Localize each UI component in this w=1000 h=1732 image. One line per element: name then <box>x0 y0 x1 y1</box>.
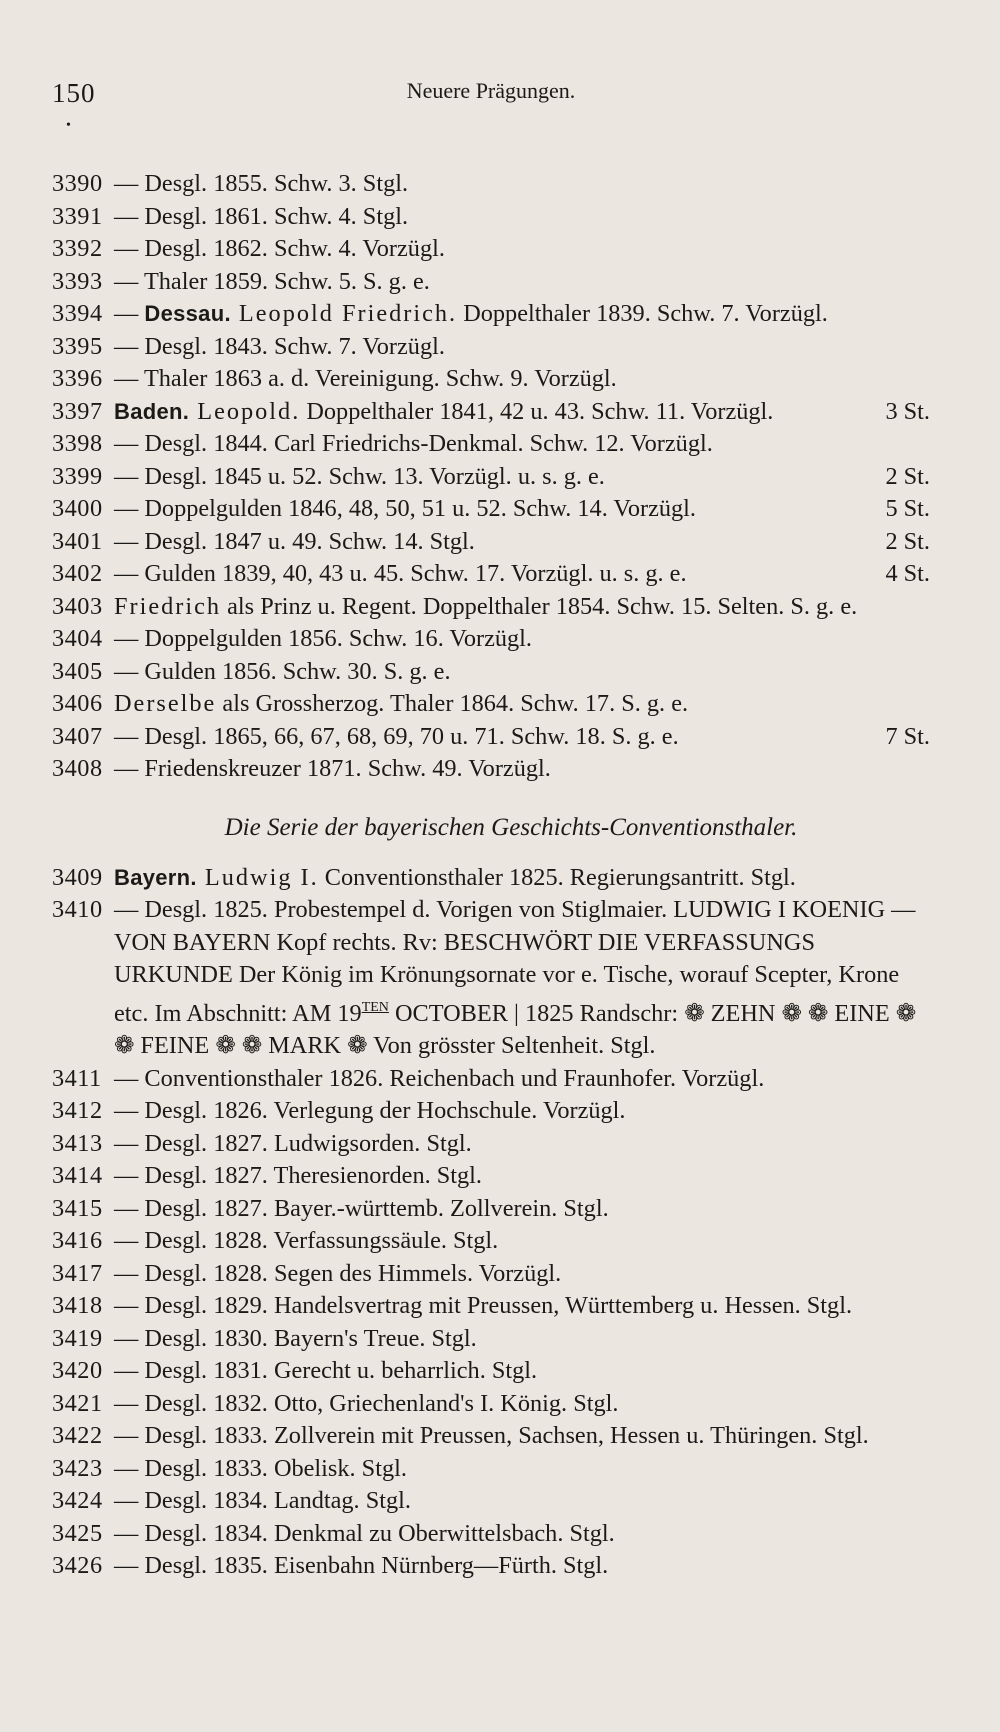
entry-text <box>114 1128 930 1161</box>
description-cont: OCTOBER | 1825 Randschr: ❁ ZEHN ❁ ❁ EINE ❁ ❁ FEINE ❁ ❁ MARK ❁ Von grösster Seltenheit. Stgl. <box>114 999 917 1059</box>
list-item <box>52 1160 930 1193</box>
ditto-dash: — <box>114 1487 145 1514</box>
list-item <box>52 1290 930 1323</box>
entry-body <box>114 1063 930 1096</box>
piece-count: 4 St. <box>885 560 930 587</box>
lot-number: 3398 <box>52 430 103 457</box>
description: Desgl. 1825. Probestempel d. Vorigen von Stiglmaier. LUDWIG I KOENIG — VON BAYERN Kopf rechts. Rv: BESCHWÖRT DIE VERFASSUNGS URKUNDE Der König im Krönungsornate vor e. Tische, worauf Scepter, Krone etc. Im Abschnitt: AM 19 <box>114 896 916 1027</box>
entry-text <box>114 558 873 591</box>
piece-count: 2 St. <box>885 527 930 555</box>
description: Desgl. 1834. Landtag. Stgl. <box>144 1487 411 1514</box>
list-item <box>52 688 930 721</box>
place-name: Dessau. <box>144 301 231 326</box>
entry-body <box>114 461 930 494</box>
ditto-dash: — <box>114 560 145 587</box>
entry-body <box>114 1355 930 1388</box>
list-item <box>52 396 930 429</box>
lot-number: 3418 <box>52 1292 103 1319</box>
entry-body <box>114 201 930 234</box>
ditto-dash: — <box>114 1162 145 1189</box>
entry-body <box>114 1453 930 1486</box>
entry-body <box>114 233 930 266</box>
lot-number: 3417 <box>52 1259 103 1287</box>
lot-number: 3394 <box>52 300 103 327</box>
lot-number: 3407 <box>52 722 103 750</box>
ditto-dash: — <box>114 755 145 782</box>
entry-list <box>52 862 930 1583</box>
list-item <box>52 558 930 591</box>
entry-text <box>114 1225 930 1258</box>
list-item <box>52 233 930 266</box>
list-item <box>52 1095 930 1128</box>
piece-count: 5 St. <box>885 495 930 522</box>
description: Desgl. 1833. Obelisk. Stgl. <box>144 1454 407 1482</box>
description: Desgl. 1832. Otto, Griechenland's I. König. Stgl. <box>144 1389 619 1417</box>
entry-text <box>114 1193 930 1226</box>
ditto-dash: — <box>114 332 145 360</box>
lot-number: 3392 <box>52 235 103 262</box>
description: Gulden 1856. Schw. 30. S. g. e. <box>144 657 451 685</box>
lot-number: 3404 <box>52 625 103 652</box>
ditto-dash: — <box>114 1357 145 1384</box>
entry-text <box>114 591 930 624</box>
lot-number: 3403 <box>52 592 103 620</box>
lot-number: 3397 <box>52 397 103 425</box>
entry-body <box>114 1550 930 1583</box>
lot-number: 3391 <box>52 202 103 230</box>
lot-number: 3402 <box>52 560 103 587</box>
ruler-name: Leopold. <box>189 397 301 425</box>
ditto-dash: — <box>114 430 145 457</box>
page-header <box>52 78 930 133</box>
lot-number: 3401 <box>52 527 103 555</box>
ditto-dash: — <box>114 495 145 522</box>
entry-body <box>114 1420 930 1453</box>
entry-body <box>114 1323 930 1356</box>
list-item <box>52 1453 930 1486</box>
piece-count: 2 St. <box>885 462 930 490</box>
description: Desgl. 1826. Verlegung der Hochschule. Vorzügl. <box>144 1097 626 1124</box>
ditto-dash: — <box>114 267 144 295</box>
ditto-dash: — <box>114 1454 145 1482</box>
entry-text <box>114 623 930 656</box>
entry-text <box>114 1290 930 1323</box>
entry-text <box>114 493 873 526</box>
list-item <box>52 201 930 234</box>
entry-body <box>114 558 930 591</box>
list-item <box>52 753 930 786</box>
lot-number: 3425 <box>52 1519 103 1547</box>
ruler-name: Leopold Friedrich. <box>230 300 458 327</box>
description: Desgl. 1831. Gerecht u. beharrlich. Stgl. <box>144 1357 538 1384</box>
ditto-dash: — <box>114 625 145 652</box>
entry-body <box>114 1485 930 1518</box>
ditto-dash: — <box>114 1519 145 1547</box>
lot-number: 3408 <box>52 755 103 782</box>
entry-body <box>114 298 930 331</box>
ditto-dash: — <box>114 1324 145 1352</box>
list-item <box>52 1193 930 1226</box>
ditto-dash: — <box>114 1292 145 1319</box>
entry-text <box>114 526 873 559</box>
place-name: Baden. <box>114 398 190 424</box>
ditto-dash: — <box>114 657 145 685</box>
page-number: 150 <box>52 78 96 108</box>
description: Desgl. 1843. Schw. 7. Vorzügl. <box>144 332 445 360</box>
ditto-dash: — <box>114 1194 145 1222</box>
list-item <box>52 1258 930 1291</box>
description: Desgl. 1855. Schw. 3. Stgl. <box>144 170 409 197</box>
list-item <box>52 591 930 624</box>
entry-body <box>114 623 930 656</box>
entry-body <box>114 1225 930 1258</box>
ruler-name: Derselbe <box>114 690 217 717</box>
entry-text <box>114 1420 930 1453</box>
entry-text <box>114 1323 930 1356</box>
ditto-dash: — <box>114 1389 145 1417</box>
description: Desgl. 1862. Schw. 4. Vorzügl. <box>144 235 445 262</box>
description: Thaler 1859. Schw. 5. S. g. e. <box>143 267 430 295</box>
entry-text <box>114 894 930 1063</box>
description: Desgl. 1847 u. 49. Schw. 14. Stgl. <box>144 527 475 555</box>
ditto-dash: — <box>114 170 145 197</box>
description: als Grossherzog. Thaler 1864. Schw. 17. S. g. e. <box>216 690 689 717</box>
lot-number: 3396 <box>52 365 103 392</box>
description: Gulden 1839, 40, 43 u. 45. Schw. 17. Vorzügl. u. s. g. e. <box>144 560 687 587</box>
entry-body <box>114 526 930 559</box>
description: Desgl. 1835. Eisenbahn Nürnberg—Fürth. Stgl. <box>144 1552 609 1579</box>
description: Desgl. 1828. Verfassungssäule. Stgl. <box>144 1227 499 1254</box>
entry-text <box>114 1095 930 1128</box>
description: Doppelthaler 1839. Schw. 7. Vorzügl. <box>457 300 828 327</box>
entry-text <box>114 1453 930 1486</box>
list-item <box>52 862 930 895</box>
entry-body <box>114 331 930 364</box>
place-name: Bayern. <box>114 864 197 890</box>
description: Desgl. 1828. Segen des Himmels. Vorzügl. <box>144 1259 562 1287</box>
list-item <box>52 363 930 396</box>
lot-number: 3410 <box>52 896 103 923</box>
lot-number: 3414 <box>52 1162 103 1189</box>
entry-text <box>114 396 873 429</box>
ditto-dash: — <box>114 202 145 230</box>
lot-number: 3393 <box>52 267 103 295</box>
entry-text <box>114 363 930 396</box>
lot-number: 3411 <box>52 1064 102 1092</box>
list-item <box>52 623 930 656</box>
list-item <box>52 1485 930 1518</box>
entry-body <box>114 721 930 754</box>
ruler-name: Ludwig I. <box>196 863 319 891</box>
entry-text <box>114 1550 930 1583</box>
list-item <box>52 526 930 559</box>
description: Desgl. 1833. Zollverein mit Preussen, Sachsen, Hessen u. Thüringen. Stgl. <box>144 1422 869 1449</box>
ditto-dash: — <box>114 1259 145 1287</box>
entry-body <box>114 168 930 201</box>
entry-body <box>114 688 930 721</box>
list-item <box>52 168 930 201</box>
ditto-dash: — <box>114 1097 145 1124</box>
lot-number: 3406 <box>52 690 103 717</box>
entry-body <box>114 1193 930 1226</box>
lot-number: 3413 <box>52 1129 103 1157</box>
list-item <box>52 1550 930 1583</box>
entry-text <box>114 862 930 895</box>
lot-number: 3422 <box>52 1422 103 1449</box>
piece-count: 7 St. <box>885 722 930 750</box>
description: Doppelthaler 1841, 42 u. 43. Schw. 11. Vorzügl. <box>300 397 774 425</box>
entry-body <box>114 1160 930 1193</box>
list-item <box>52 331 930 364</box>
entry-text <box>114 201 930 234</box>
entry-text <box>114 721 873 754</box>
description: Desgl. 1827. Ludwigsorden. Stgl. <box>144 1129 472 1157</box>
ruler-name: Friedrich <box>114 592 222 620</box>
entry-body <box>114 1128 930 1161</box>
entry-body <box>114 862 930 895</box>
ditto-dash: — <box>114 1422 145 1449</box>
description: Doppelgulden 1846, 48, 50, 51 u. 52. Schw. 14. Vorzügl. <box>144 495 696 522</box>
list-item <box>52 1388 930 1421</box>
section-title: Die Serie der bayerischen Geschichts-Conventionsthaler. <box>224 813 798 841</box>
lot-number: 3395 <box>52 332 103 360</box>
ditto-dash: — <box>114 235 145 262</box>
ditto-dash: — <box>114 1227 145 1254</box>
description: Doppelgulden 1856. Schw. 16. Vorzügl. <box>144 625 532 652</box>
entry-text <box>114 331 930 364</box>
list-item <box>52 1225 930 1258</box>
description: als Prinz u. Regent. Doppelthaler 1854. Schw. 15. Selten. S. g. e. <box>221 592 858 620</box>
description: Thaler 1863 a. d. Vereinigung. Schw. 9. Vorzügl. <box>143 365 617 392</box>
lot-number: 3400 <box>52 495 103 522</box>
ditto-dash: — <box>114 462 145 490</box>
list-item <box>52 721 930 754</box>
list-item <box>52 1323 930 1356</box>
entry-text <box>114 656 930 689</box>
entry-text <box>114 168 930 201</box>
list-item <box>52 1063 930 1096</box>
list-item <box>52 1518 930 1551</box>
entry-text <box>114 428 930 461</box>
ditto-dash: — <box>114 527 145 555</box>
lot-number: 3420 <box>52 1357 103 1384</box>
lot-number: 3423 <box>52 1454 103 1482</box>
entry-body <box>114 428 930 461</box>
list-item <box>52 1420 930 1453</box>
lot-number: 3415 <box>52 1194 103 1222</box>
entry-text <box>114 1355 930 1388</box>
ditto-dash: — <box>114 365 144 392</box>
lot-number: 3416 <box>52 1227 103 1254</box>
description: Desgl. 1861. Schw. 4. Stgl. <box>144 202 409 230</box>
print-speck: • <box>66 118 71 133</box>
entry-text <box>114 298 930 331</box>
lot-number: 3426 <box>52 1552 103 1579</box>
entry-body <box>114 1518 930 1551</box>
ditto-dash: — <box>114 300 145 327</box>
entry-body <box>114 894 930 1063</box>
lot-number: 3412 <box>52 1097 103 1124</box>
entry-body <box>114 591 930 624</box>
entry-text <box>114 1518 930 1551</box>
list-item <box>52 266 930 299</box>
lot-number: 3419 <box>52 1324 103 1352</box>
entry-text <box>114 461 873 494</box>
entry-text <box>114 688 930 721</box>
entry-body <box>114 396 930 429</box>
entry-text <box>114 1160 930 1193</box>
description: Desgl. 1844. Carl Friedrichs-Denkmal. Schw. 12. Vorzügl. <box>144 430 713 457</box>
lot-number: 3421 <box>52 1389 103 1417</box>
list-item <box>52 461 930 494</box>
list-item <box>52 1355 930 1388</box>
description: Desgl. 1830. Bayern's Treue. Stgl. <box>144 1324 477 1352</box>
description: Conventionsthaler 1826. Reichenbach und Fraunhofer. Vorzügl. <box>144 1064 765 1092</box>
list-item <box>52 894 930 1063</box>
ditto-dash: — <box>114 1129 145 1157</box>
ditto-dash: — <box>114 896 145 923</box>
running-title: Neuere Prägungen. <box>406 78 576 103</box>
description: Desgl. 1827. Bayer.-württemb. Zollverein. Stgl. <box>144 1194 609 1222</box>
description: Desgl. 1829. Handelsvertrag mit Preussen, Württemberg u. Hessen. Stgl. <box>144 1292 853 1319</box>
entry-body <box>114 1388 930 1421</box>
entry-text <box>114 1063 930 1096</box>
description: Desgl. 1865, 66, 67, 68, 69, 70 u. 71. Schw. 18. S. g. e. <box>144 722 679 750</box>
description: Desgl. 1827. Theresienorden. Stgl. <box>144 1162 483 1189</box>
list-item <box>52 1128 930 1161</box>
list-item <box>52 493 930 526</box>
entry-body <box>114 493 930 526</box>
superscript: TEN <box>361 999 389 1015</box>
entry-list <box>52 168 930 786</box>
list-item <box>52 428 930 461</box>
description: Desgl. 1834. Denkmal zu Oberwittelsbach. Stgl. <box>144 1519 615 1547</box>
lot-number: 3405 <box>52 657 103 685</box>
entry-text <box>114 1388 930 1421</box>
entry-text <box>114 753 930 786</box>
entry-body <box>114 753 930 786</box>
entry-body <box>114 1095 930 1128</box>
lot-number: 3390 <box>52 170 103 197</box>
list-item <box>52 656 930 689</box>
description: Conventionsthaler 1825. Regierungsantritt. Stgl. <box>318 863 796 891</box>
ditto-dash: — <box>114 722 145 750</box>
entry-text <box>114 1258 930 1291</box>
ditto-dash: — <box>114 1552 145 1579</box>
entry-body <box>114 266 930 299</box>
entry-body <box>114 363 930 396</box>
lot-number: 3424 <box>52 1487 103 1514</box>
entry-body <box>114 1258 930 1291</box>
lot-number: 3399 <box>52 462 103 490</box>
description: Desgl. 1845 u. 52. Schw. 13. Vorzügl. u. s. g. e. <box>144 462 605 490</box>
entry-body <box>114 656 930 689</box>
list-item <box>52 298 930 331</box>
entry-text <box>114 233 930 266</box>
description: Friedenskreuzer 1871. Schw. 49. Vorzügl. <box>144 755 551 782</box>
piece-count: 3 St. <box>885 397 930 425</box>
ditto-dash: — <box>114 1064 145 1092</box>
lot-number: 3409 <box>52 863 103 891</box>
entry-text <box>114 1485 930 1518</box>
entry-body <box>114 1290 930 1323</box>
entry-text <box>114 266 930 299</box>
